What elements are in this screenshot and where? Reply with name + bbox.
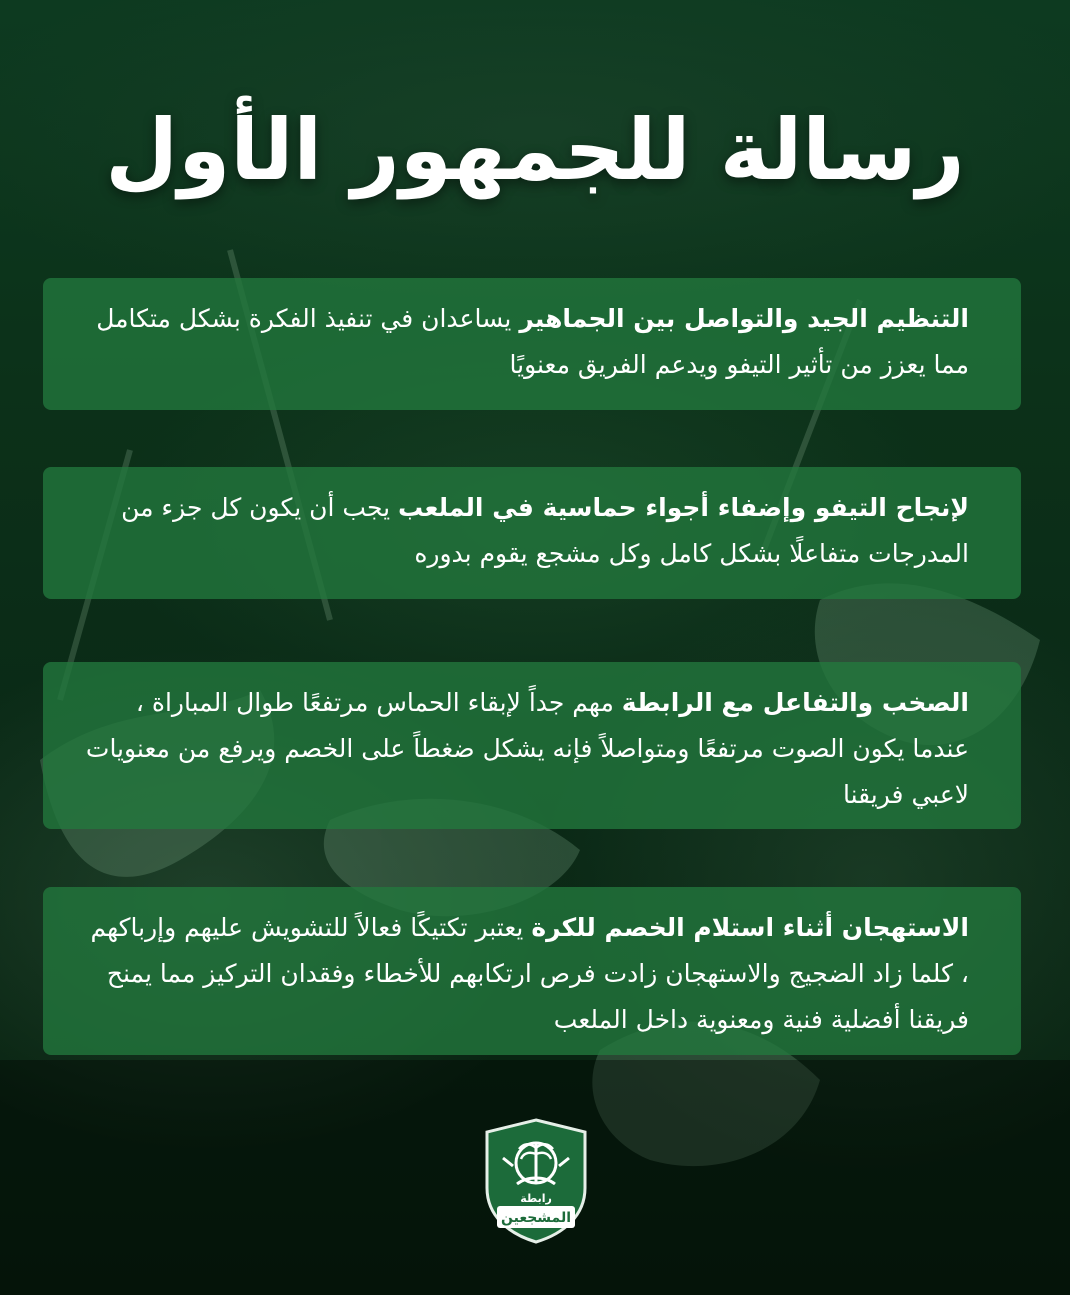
page-title: رسالة للجمهور الأول	[105, 101, 965, 199]
fans-association-logo	[483, 1118, 589, 1244]
message-card-noise	[43, 662, 1021, 829]
card-body: يساعدان في تنفيذ الفكرة بشكل متكامل مما يعزز من تأثير التيفو ويدعم الفريق معنويًا	[96, 304, 969, 379]
card-body: يجب أن يكون كل جزء من المدرجات متفاعلًا بشكل كامل وكل مشجع يقوم بدوره	[121, 493, 969, 568]
card-body: يعتبر تكتيكًا فعالاً للتشويش عليهم وإرباكهم ، كلما زاد الضجيج والاستهجان زادت فرص ارتكابهم للأخطاء وفقدان التركيز مما يمنح فريقنا أفضلية فنية ومعنوية داخل الملعب	[90, 913, 969, 1034]
card-lead: الاستهجان أثناء استلام الخصم للكرة	[531, 913, 969, 942]
card-lead: التنظيم الجيد والتواصل بين الجماهير	[519, 304, 969, 333]
message-card-organization	[43, 278, 1021, 410]
card-lead: الصخب والتفاعل مع الرابطة	[621, 688, 969, 717]
logo-line2: المشجعين	[501, 1210, 571, 1226]
card-lead: لإنجاح التيفو وإضفاء أجواء حماسية في الملعب	[398, 493, 969, 522]
card-body: مهم جداً لإبقاء الحماس مرتفعًا طوال المباراة ، عندما يكون الصوت مرتفعًا ومتواصلاً فإنه يشكل ضغطاً على الخصم ويرفع من معنويات لاعبي فريقنا	[85, 688, 969, 809]
logo-line1: رابطة	[520, 1192, 552, 1205]
message-card-booing	[43, 887, 1021, 1055]
message-card-tifo	[43, 467, 1021, 599]
